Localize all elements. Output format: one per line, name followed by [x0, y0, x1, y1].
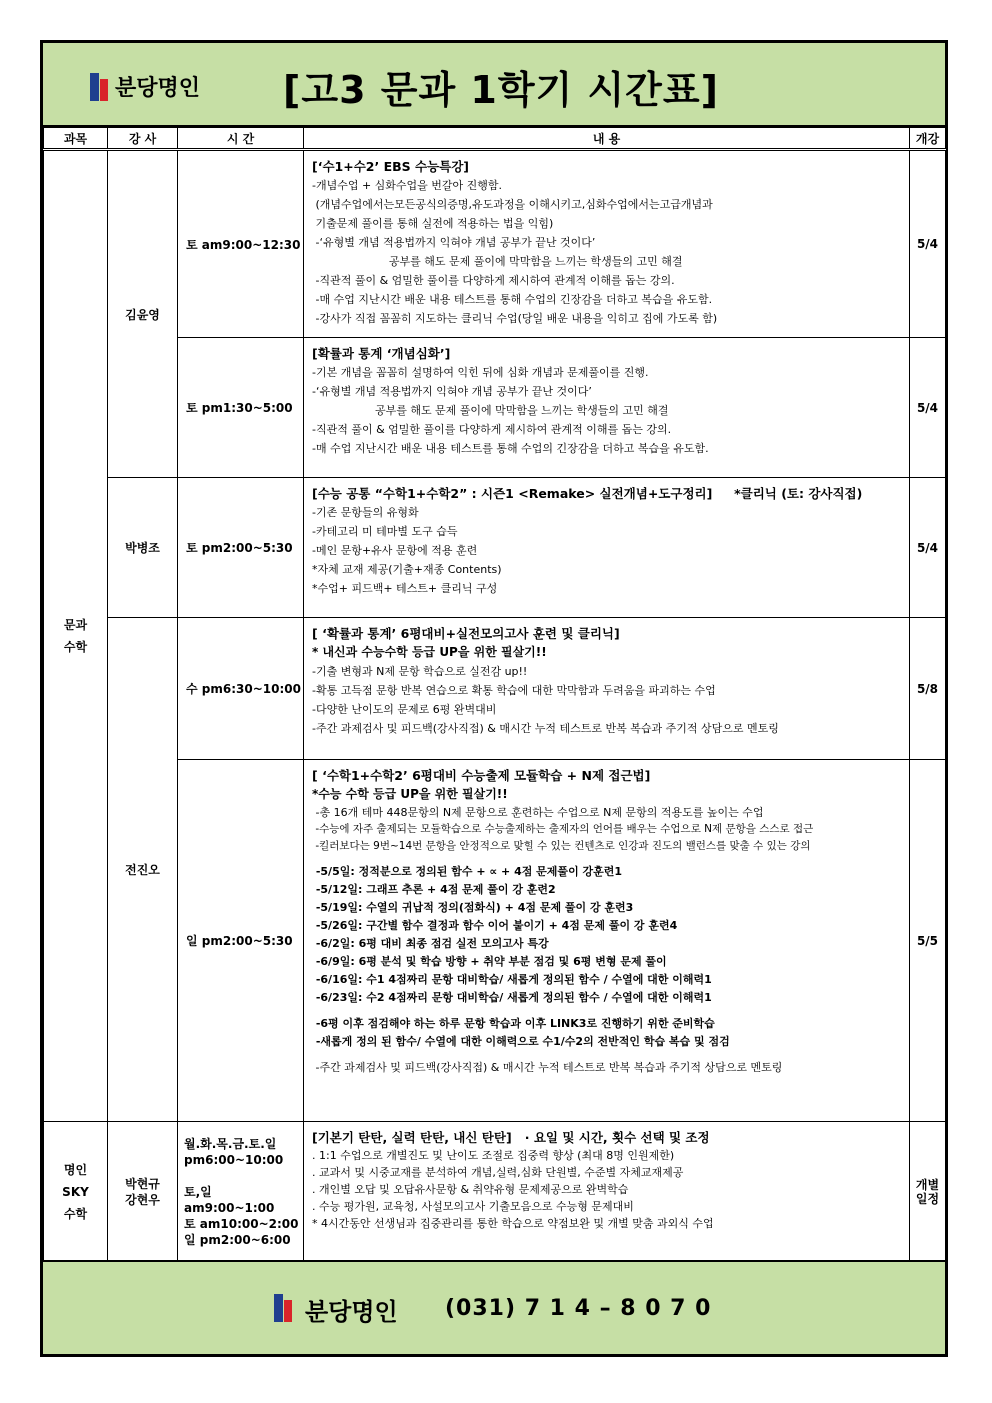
col-start: 개강: [910, 128, 946, 150]
session-line: -6/16일: 수1 4점짜리 문항 대비학습/ 새롭게 정의된 함수 / 수열에 대한 이해력1: [312, 973, 712, 986]
content-cell: [304, 150, 910, 338]
session-line: -5/5일: 정적분으로 정의된 함수 + ∝ + 4점 문제풀이 강훈련1: [312, 865, 623, 878]
col-content: 내 용: [304, 128, 910, 150]
start-date: 개별 일정: [910, 1122, 946, 1262]
teacher-cell: 박현규 강현우: [108, 1122, 178, 1262]
time-cell: 토 pm2:00~5:30: [178, 478, 304, 618]
content-line: -6평 이후 점검해야 하는 하루 문항 학습과 이후 LINK3로 진행하기 위한 준비학습: [312, 1017, 715, 1030]
col-time: 시 간: [178, 128, 304, 150]
content-line: -메인 문항+유사 문항에 적용 훈련: [312, 544, 478, 557]
table-row: [44, 338, 946, 478]
timetable-sheet: [40, 40, 948, 1357]
spacer: [312, 855, 901, 863]
content-line: -수능에 자주 출제되는 모듈학습으로 수능출제하는 출제자의 언어를 배우는 수업으로 N제 문항을 스스로 접근: [312, 823, 814, 835]
start-date: 5/5: [910, 760, 946, 1122]
table-row: [44, 150, 946, 338]
col-subject: 과목: [44, 128, 108, 150]
content-line: * 4시간동안 선생님과 집중관리를 통한 학습으로 약점보완 및 개별 맞춤 과외식 수업: [312, 1217, 714, 1230]
content-line: . 수능 평가원, 교육청, 사설모의고사 기출모음으로 수능형 문제대비: [312, 1200, 634, 1213]
course-heading: [ ‘수학1+수학2’ 6평대비 수능출제 모듈학습 + N제 접근법]: [312, 768, 651, 783]
content-line: -직관적 풀이 & 엄밀한 풀이를 다양하게 제시하여 관계적 이해를 돕는 강의.: [312, 423, 672, 436]
start-date: 5/4: [910, 478, 946, 618]
schedule-table: [43, 127, 946, 1262]
content-line: -확통 고득점 문항 반복 연습으로 확통 학습에 대한 막막함과 두려움을 파괴하는 수업: [312, 684, 716, 697]
spacer: [312, 1051, 901, 1059]
content-line: *수업+ 피드백+ 테스트+ 클리닉 구성: [312, 582, 498, 595]
session-line: -6/2일: 6평 대비 최종 점검 실전 모의고사 특강: [312, 937, 549, 950]
brand-logo-icon: [274, 1294, 294, 1322]
teacher-cell: 김윤영: [108, 150, 178, 478]
time-cell: 토 am9:00~12:30: [178, 150, 304, 338]
header-band: [43, 43, 945, 127]
content-line: -‘유형별 개념 적용법까지 익혀야 개념 공부가 끝난 것이다’: [312, 385, 592, 398]
content-line: -카테고리 미 테마별 도구 습득: [312, 525, 458, 538]
content-line: * 내신과 수능수학 등급 UP을 위한 필살기!!: [312, 645, 547, 659]
teacher-cell: 전진오: [108, 618, 178, 1122]
content-line: 공부를 해도 문제 풀이에 막막함을 느끼는 학생들의 고민 해결: [312, 404, 669, 417]
session-line: -6/9일: 6평 분석 및 학습 방향 + 취약 부분 점검 및 6평 변형 문제 풀이: [312, 955, 667, 968]
table-row: [44, 1122, 946, 1262]
content-line: -기본 개념을 꼼꼼히 설명하여 익힌 뒤에 심화 개념과 문제풀이를 진행.: [312, 366, 649, 379]
session-line: -5/12일: 그래프 추론 + 4점 문제 풀이 강 훈련2: [312, 883, 556, 896]
footer-brand: 분당명인: [305, 1298, 398, 1326]
page-title: [고3 문과 1학기 시간표]: [283, 68, 719, 112]
content-line: (개념수업에서는모든공식의증명,유도과정을 이해시키고,심화수업에서는고급개념과: [312, 198, 713, 211]
content-line: -기출 변형과 N제 문항 학습으로 실전감 up!!: [312, 665, 528, 678]
table-row: [44, 760, 946, 1122]
session-line: -6/23일: 수2 4점짜리 문항 대비학습/ 새롭게 정의된 함수 / 수열에 대한 이해력1: [312, 991, 712, 1004]
brand-logo-icon: [90, 73, 110, 101]
time-cell: 수 pm6:30~10:00: [178, 618, 304, 760]
content-line: -다양한 난이도의 문제로 6평 완벽대비: [312, 703, 497, 716]
content-line: *자체 교재 제공(기출+재종 Contents): [312, 563, 502, 576]
spacer: [312, 1007, 901, 1015]
session-line: -5/26일: 구간별 함수 결정과 함수 이어 붙이기 + 4점 문제 풀이 강 훈련4: [312, 919, 678, 932]
subject-cell: 명인 SKY 수학: [44, 1122, 108, 1262]
content-cell: [304, 1122, 910, 1262]
content-line: -매 수업 지난시간 배운 내용 테스트를 통해 수업의 긴장감을 더하고 복습을 유도함.: [312, 293, 713, 306]
content-line: -총 16개 테마 448문항의 N제 문항으로 훈련하는 수업으로 N제 문항의 적용도를 높이는 수업: [312, 806, 764, 819]
course-heading: [ ‘확률과 통계’ 6평대비+실전모의고사 훈련 및 클리닉]: [312, 626, 620, 641]
content-line: . 1:1 수업으로 개별진도 및 난이도 조절로 집중력 향상 (최대 8명 인원제한): [312, 1149, 675, 1162]
content-line: -매 수업 지난시간 배운 내용 테스트를 통해 수업의 긴장감을 더하고 복습을 유도함.: [312, 442, 709, 455]
header-brand: 분당명인: [115, 76, 201, 101]
course-heading: [기본기 탄탄, 실력 탄탄, 내신 탄탄] · 요일 및 시간, 횟수 선택 및 조정: [312, 1130, 710, 1145]
content-line: -주간 과제검사 및 피드백(강사직접) & 매시간 누적 테스트로 반복 복습과 주기적 상담으로 멘토링: [312, 722, 779, 735]
content-line: -‘유형별 개념 적용법까지 익혀야 개념 공부가 끝난 것이다’: [312, 236, 596, 249]
content-line: -새롭게 정의 된 함수/ 수열에 대한 이해력으로 수1/수2의 전반적인 학습 복습 및 점검: [312, 1035, 730, 1048]
content-line: -기존 문항들의 유형화: [312, 506, 419, 519]
subject-cell: 문과 수학: [44, 150, 108, 1122]
content-cell: [304, 478, 910, 618]
course-heading: [확률과 통계 ‘개념심화’]: [312, 346, 451, 361]
content-line: 기출문제 풀이를 통해 실전에 적용하는 법을 익힘): [312, 217, 554, 230]
phone-number: (031) 7 1 4 – 8 0 7 0: [445, 1296, 712, 1321]
footer-band: [43, 1260, 945, 1354]
time-cell: 토 pm1:30~5:00: [178, 338, 304, 478]
teacher-cell: 박병조: [108, 478, 178, 618]
col-teacher: 강 사: [108, 128, 178, 150]
content-line: . 교과서 및 시중교재를 분석하여 개념,실력,심화 단원별, 수준별 자체교재제공: [312, 1166, 684, 1179]
course-heading: [수능 공통 “수학1+수학2” : 시즌1 <Remake> 실전개념+도구정리] *클리닉 (토: 강사직접): [312, 486, 863, 501]
content-line: 공부를 해도 문제 풀이에 막막함을 느끼는 학생들의 고민 해결: [312, 255, 683, 268]
content-line: -강사가 직접 꼼꼼히 지도하는 클리닉 수업(당일 배운 내용을 익히고 집에 가도록 함): [312, 312, 718, 325]
table-row: [44, 618, 946, 760]
content-line: -주간 과제검사 및 피드백(강사직접) & 매시간 누적 테스트로 반복 복습과 주기적 상담으로 멘토링: [312, 1061, 783, 1074]
content-cell: [304, 338, 910, 478]
content-line: *수능 수학 등급 UP을 위한 필살기!!: [312, 787, 508, 801]
start-date: 5/8: [910, 618, 946, 760]
content-cell: [304, 618, 910, 760]
course-heading: [‘수1+수2’ EBS 수능특강]: [312, 159, 470, 174]
content-line: -킬러보다는 9번~14번 문항을 안정적으로 맞힐 수 있는 컨텐츠로 인강과 진도의 밸런스를 맞출 수 있는 강의: [312, 840, 811, 852]
table-header-row: [44, 128, 946, 150]
time-cell: 일 pm2:00~5:30: [178, 760, 304, 1122]
time-cell: 월.화.목.금.토.일 pm6:00~10:00 토,일 am9:00~1:00 토 am10:00~2:00 일 pm2:00~6:00: [178, 1122, 304, 1262]
session-line: -5/19일: 수열의 귀납적 정의(점화식) + 4점 문제 풀이 강 훈련3: [312, 901, 634, 914]
content-line: -직관적 풀이 & 엄밀한 풀이를 다양하게 제시하여 관계적 이해를 돕는 강의.: [312, 274, 675, 287]
table-row: [44, 478, 946, 618]
start-date: 5/4: [910, 150, 946, 338]
content-line: -개념수업 + 심화수업을 번갈아 진행함.: [312, 179, 503, 192]
start-date: 5/4: [910, 338, 946, 478]
content-cell: [304, 760, 910, 1122]
content-line: . 개인별 오답 및 오답유사문항 & 취약유형 문제제공으로 완벽학습: [312, 1183, 629, 1196]
